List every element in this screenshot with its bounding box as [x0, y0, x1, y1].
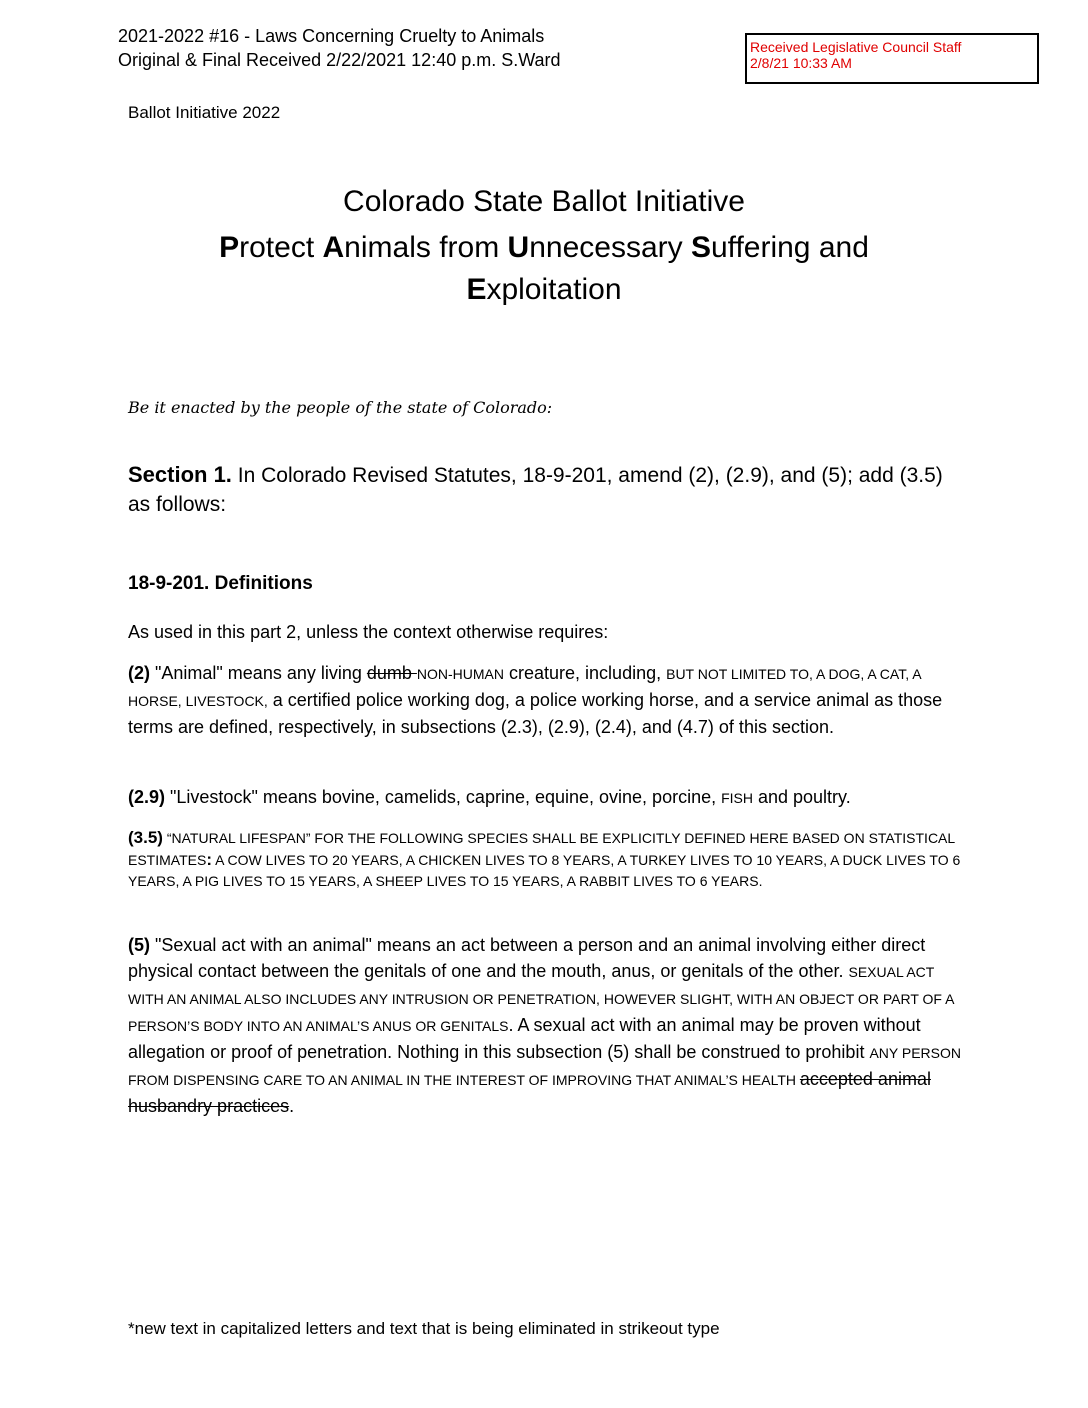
new-text: BUT NOT LIMITED TO, A DOG, A CAT, A HORSE, LIVESTOCK,	[128, 666, 921, 709]
statute-text: and poultry.	[752, 787, 851, 807]
statute-text: . A sexual act with an animal may be proven without allegation or proof of penetration. Nothing in this subsection (5) shall be construed to prohibit	[128, 1015, 921, 1062]
definitions-heading: 18-9-201. Definitions	[128, 573, 313, 594]
new-text: NON-HUMAN	[416, 666, 505, 682]
section-1-text: In Colorado Revised Statutes, 18-9-201, amend (2), (2.9), and (5); add (3.5) as follows:	[128, 464, 943, 516]
statute-text: "Animal" means any living	[150, 663, 367, 683]
statute-text: creature, including,	[504, 663, 667, 683]
struck-text: accepted animal husbandry practices	[128, 1069, 931, 1116]
received-stamp	[745, 33, 1039, 84]
definition-paragraph	[128, 827, 968, 892]
stamp-line-2: 2/8/21 10:33 AM	[750, 55, 852, 71]
definition-paragraph	[128, 932, 968, 1119]
title-line-2	[0, 226, 1088, 270]
header-line-1: 2021-2022 #16 - Laws Concerning Cruelty to Animals	[118, 26, 545, 46]
subsection-label: (2)	[128, 663, 150, 683]
subsection-label: (5)	[128, 935, 150, 955]
statute-text: "Livestock" means bovine, camelids, caprine, equine, ovine, porcine,	[165, 787, 722, 807]
title-word: rotect	[239, 231, 323, 264]
statute-text: "Sexual act with an animal" means an act between a person and an animal involving either direct physical contact between the genitals of one and the mouth, anus, or genitals of the other.	[128, 935, 926, 981]
new-text: “NATURAL LIFESPAN” FOR THE FOLLOWING SPECIES SHALL BE EXPLICITLY DEFINED HERE BASED ON STATISTICAL ESTIMATES	[128, 830, 955, 868]
definition-paragraph	[128, 660, 968, 740]
title-initial: E	[466, 273, 487, 306]
footnote: *new text in capitalized letters and text that is being eliminated in strikeout type	[128, 1319, 720, 1338]
section-1-heading	[128, 460, 968, 519]
title-word: nimals from	[344, 231, 508, 264]
subsection-label: (3.5)	[128, 828, 163, 847]
new-text: A COW LIVES TO 20 YEARS, A CHICKEN LIVES TO 8 YEARS, A TURKEY LIVES TO 10 YEARS, A DUCK LIVES TO 6 YEARS, A PIG LIVES TO 15 YEARS, A SHEEP LIVES TO 15 YEARS, A RABBIT LIVES TO 6 YEARS.	[128, 852, 961, 889]
ballot-label: Ballot Initiative 2022	[128, 103, 281, 122]
definition-paragraph	[128, 784, 968, 811]
stamp-line-1: Received Legislative Council Staff	[750, 39, 962, 55]
section-1-label: Section 1.	[128, 462, 232, 487]
title-line-1: Colorado State Ballot Initiative	[343, 185, 745, 218]
title-line-3	[0, 268, 1088, 312]
new-text: SEXUAL ACT WITH AN ANIMAL ALSO INCLUDES ANY INTRUSION OR PENETRATION, HOWEVER SLIGHT, WITH AN OBJECT OR PART OF A PERSON’S BODY INTO AN ANIMAL’S ANUS OR GENITALS	[128, 964, 954, 1034]
title-word: xploitation	[486, 273, 622, 306]
subsection-label: (2.9)	[128, 787, 166, 807]
title-initial: S	[690, 231, 711, 264]
title-word: nnecessary	[529, 231, 691, 264]
title-initial: A	[322, 231, 345, 264]
new-text: ANY PERSON FROM DISPENSING CARE TO AN ANIMAL IN THE INTEREST OF IMPROVING THAT ANIMAL’S HEALTH	[128, 1045, 961, 1088]
header-line-2: Original & Final Received 2/22/2021 12:40 p.m. S.Ward	[118, 50, 561, 70]
title-initial: P	[219, 231, 240, 264]
enacting-clause: Be it enacted by the people of the state of Colorado:	[128, 398, 553, 417]
statute-text: .	[289, 1096, 295, 1116]
document-header	[118, 24, 561, 72]
subsection-label: :	[206, 850, 212, 869]
statute-text: a certified police working dog, a police working horse, and a service animal as those terms are defined, respectively, in subsections (2.3), (2.9), (2.4), and (4.7) of this section.	[128, 690, 943, 737]
title-word: uffering and	[710, 231, 869, 264]
definitions-intro: As used in this part 2, unless the context otherwise requires:	[128, 622, 609, 642]
title-initial: U	[507, 231, 530, 264]
new-text: FISH	[721, 790, 753, 806]
struck-text: dumb	[366, 663, 417, 683]
